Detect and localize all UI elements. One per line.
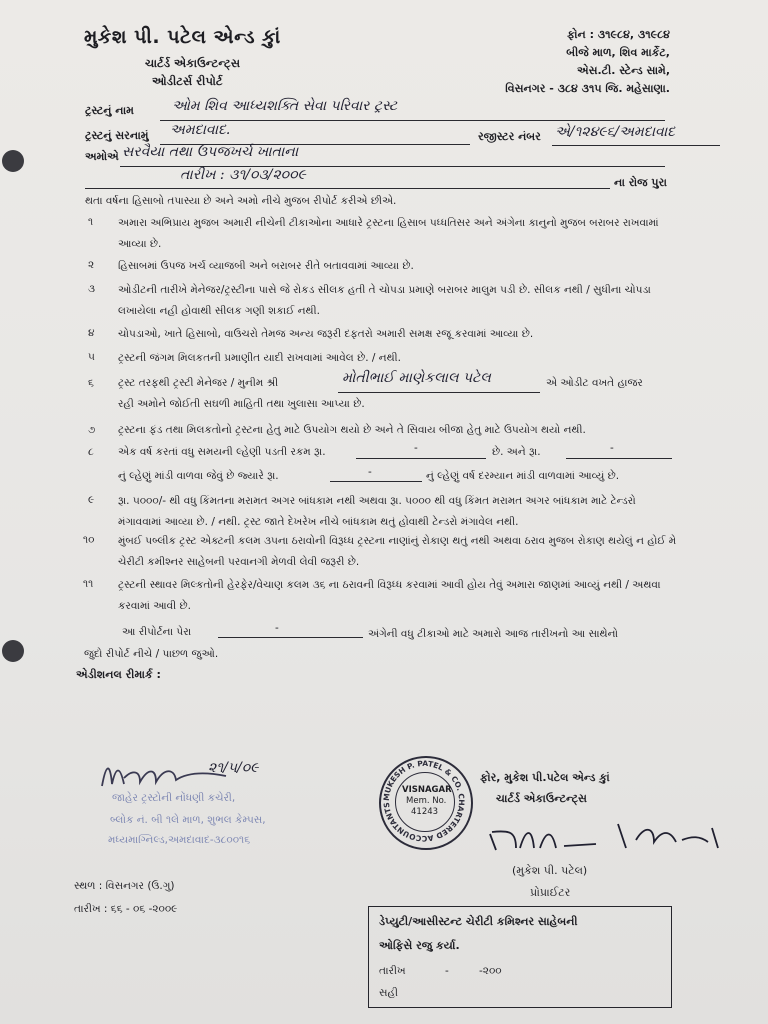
- intro-text: થતા વર્ષના હિસાબો તપાસ્યા છે અને અમો નીચે મુજબ રીપોર્ટ કરીએ છીએ.: [85, 195, 397, 207]
- trust-name-value: ઓમ શિવ આધ્યશક્તિ સેવા પરિવાર ટ્રસ્ટ: [172, 98, 398, 114]
- closing-text: અંગેની વધુ ટીકાઓ માટે અમારો આજ તારીખનો આ સાથેનો: [368, 628, 619, 640]
- signatory-role: પ્રોપ્રાઈટર: [530, 886, 571, 899]
- office-stamp-line-3: મધ્યમાગ્નિલ્ડ,અમદાવાદ-૩૮૦૦૧૬: [108, 834, 251, 846]
- for-firm-line: ફોર, મુકેશ પી.પટેલ એન્ડ કાું: [480, 771, 610, 784]
- item-text: મુંબઈ પબ્લીક ટ્રસ્ટ એક્ટની કલમ ૩૫ના ઠરાવોની વિરૂધ્ધ ટ્રસ્ટના નાણાંનું રોકાણ થતું નથી અથવા ઠરાવ મુજબ રોકાણ થયેલું ન હોઈ મે ચેરીટી કમીશ્નર સાહેબની પરવાનગી મેળવી લેવી જરૂરી છે.: [118, 535, 677, 568]
- item-number: ૮: [88, 446, 94, 458]
- item-number: ૬: [88, 377, 94, 389]
- address-line-1: બીજે માળ, શિવ માર્કેટ,: [566, 46, 670, 59]
- item-number: ૧૧: [83, 578, 94, 590]
- closing-text: જુદો રીપોર્ટ નીચે / પાછળ જુઓ.: [84, 648, 219, 660]
- blank-dash: -: [275, 622, 279, 634]
- stamp-center-3: 41243: [411, 807, 439, 817]
- blank-dash: -: [610, 442, 614, 454]
- address-value: અમદાવાદ.: [170, 122, 231, 138]
- address-line-2: એસ.ટી. સ્ટેન્ડ સામે,: [576, 64, 670, 77]
- item-text: એક વર્ષ કરતાં વધુ સમયની લ્હેણી પડતી રકમ રૂા.: [118, 446, 326, 458]
- submission-box: [368, 906, 672, 1008]
- item-number: ૯: [88, 494, 95, 506]
- item-text: ટ્રસ્ટના ફંડ તથા મિલકતોનો ટ્રસ્ટના હેતુ માટે ઉપયોગ થયો છે અને તે સિવાય બીજા હેતુ માટે ઉપયોગ થયો નથી.: [118, 424, 586, 436]
- blank-dash: -: [368, 466, 372, 478]
- phone: ફોન : ૩૧૯૮૪, ૩૧૯૮૪: [566, 28, 670, 41]
- office-stamp-line-1: જાહેર ટ્રસ્ટોની નોંધણી કચેરી,: [112, 792, 236, 804]
- issue-date: તારીખ : ૬૬ - ૦૬ -૨૦૦૯: [74, 903, 178, 915]
- item-text: રૂા. ૫૦૦૦/- થી વધુ કિંમતના મરામત અગર બાંધકામ નથી અથવા રૂા. ૫૦૦૦ થી વધુ કિંમત મરામત અગર બાંધકામ માટે ટેન્ડરો મંગાવવામાં આવ્યા છે. / નથી. ટ્રસ્ટ જાતે દેખરેખ નીચે બાંધકામ થતું હોવાથી ટેન્ડરો મંગાવેલ નથી.: [118, 495, 636, 528]
- firm-subtitle: ચાર્ટર્ડ એકાઉન્ટન્ટ્સ: [145, 56, 241, 70]
- address-line-3: વિસનગર - ૩૮૪ ૩૧૫ જિ. મહેસાણા.: [505, 82, 670, 95]
- item-number: ૩: [88, 283, 95, 295]
- manager-name: મોતીભાઈ માણેકલાલ પટેલ: [342, 370, 491, 386]
- item-number: ૧: [88, 216, 94, 228]
- firm-address: [505, 26, 670, 98]
- item-text: ટ્રસ્ટની સ્થાવર મિલ્કતોની હેરફેર/વેચાણ કલમ ૩૬ ના ઠરાવની વિરૂધ્ધ કરવામાં આવી હોય તેવું અમારા જાણમાં આવ્યું નથી / અથવા કરવામાં આવી છે.: [118, 579, 661, 612]
- ca-round-stamp: [379, 756, 473, 850]
- item-text: ઓડીટની તારીખે મેનેજર/ટ્રસ્ટીના પાસે જે રોકડ સીલક હતી તે ચોપડા પ્રમાણે બરાબર માલુમ પડી છે. સીલક નથી / સુધીના ચોપડા લખાયેલા નહી હોવાથી સીલક ગણી શકાઈ નથી.: [118, 284, 651, 317]
- item-text: નું લ્હેણું વર્ષ દરમ્યાન માંડી વાળવામાં આવ્યું છે.: [426, 470, 620, 482]
- submission-title: ડેપ્યુટી/આસીસ્ટન્ટ ચેરીટી કમિશ્નર સાહેબની: [379, 915, 578, 928]
- stamp-center-1: VISNAGAR: [402, 785, 452, 795]
- firm-name: મુકેશ પી. પટેલ એન્ડ કાું: [84, 26, 281, 48]
- item-text: નું લ્હેણું માંડી વાળવા જેવું છે જ્યારે રૂા.: [118, 470, 279, 482]
- blank-dash: -: [414, 442, 418, 454]
- item-text: ટ્રસ્ટની જંગમ મિલકતની પ્રમાણીત યાદી રાખવામાં આવેલ છે. / નથી.: [118, 352, 401, 364]
- closing-text: આ રીપોર્ટના પેરા: [122, 626, 192, 638]
- submission-sign-label: સહી: [379, 987, 398, 999]
- report-title: ઓડીટર્સ રીપોર્ટ: [152, 74, 223, 88]
- additional-remark-label: એડીશનલ રીમાર્ક :: [76, 668, 161, 681]
- submission-date-year: -૨૦૦: [479, 965, 502, 977]
- firm-title: ચાર્ટર્ડ એકાઉન્ટન્ટ્સ: [496, 792, 587, 805]
- item-text: અમારા અભિપ્રાય મુજબ અમારી નીચેની ટીકાઓના આધારે ટ્રસ્ટના હિસાબ પધ્ધતિસર અને અંગેના કાનુનો મુજબ બરાબર રાખવામાં આવ્યા છે.: [118, 217, 659, 250]
- item-number: ૫: [88, 351, 95, 363]
- submission-subtitle: ઓફિસે રજુ કર્યા.: [379, 939, 460, 952]
- item-text: ચોપડાઓ, ખાતે હિસાબો, વાઉચરો તેમજ અન્ય જરૂરી દફતરો અમારી સમક્ષ રજૂ કરવામાં આવ્યા છે.: [118, 328, 534, 340]
- office-stamp-line-2: બ્લોક નં. બી ૧લે માળ, શુભલ કેમ્પસ,: [110, 814, 266, 826]
- item-text: ટ્રસ્ટ તરફથી ટ્રસ્ટી મેનેજર / મુનીમ શ્રી: [118, 377, 279, 389]
- trust-name-label: ટ્રસ્ટનું નામ: [85, 104, 134, 117]
- register-label: રજીસ્ટર નંબર: [478, 130, 541, 143]
- date-suffix: ના રોજ પુરા: [614, 176, 667, 189]
- signatory-name: (મુકેશ પી. પટેલ): [512, 864, 588, 877]
- item-text: રહી અમોને જોઈતી સઘળી માહિતી તથા ખુલાસા આપ્યા છે.: [118, 398, 365, 410]
- address-label: ટ્રસ્ટનું સરનામું: [85, 129, 149, 142]
- item-number: ૪: [88, 327, 95, 339]
- submission-date-label: તારીખ: [379, 965, 406, 977]
- item-text: છે. અને રૂા.: [492, 446, 541, 458]
- punch-hole-bottom: [2, 640, 24, 662]
- date-field: તારીખ : ૩૧/૦૩/૨૦૦૯: [180, 167, 306, 183]
- stamp-center-2: Mem. No.: [406, 796, 447, 806]
- register-value: એ/૧૨૪૯૬/અમદાવાદ: [555, 124, 675, 140]
- item-number: ૭: [88, 424, 96, 436]
- punch-hole-top: [2, 150, 24, 172]
- item-text: એ ઓડીટ વખતે હાજર: [546, 377, 643, 389]
- item-text: હિસાબમાં ઉપજ ખર્ચ વ્યાજબી અને બરાબર રીતે બતાવવામાં આવ્યા છે.: [118, 260, 414, 272]
- item-number: ૨: [88, 259, 95, 271]
- we-value: સરવૈયા તથા ઉપજખર્ચ ખાતાના: [122, 144, 299, 160]
- submission-date-dash: -: [445, 965, 449, 977]
- left-signature-date: ૨૧/૫/૦૯: [208, 760, 259, 776]
- we-label: અમોએ: [85, 150, 119, 163]
- stamp-ring-text: MUKESH P. PATEL & CO. CHARTERED ACCOUNTANTS: [381, 758, 467, 844]
- item-number: ૧૦: [83, 534, 95, 546]
- place: સ્થળ : વિસનગર (ઉ.ગુ): [74, 880, 175, 892]
